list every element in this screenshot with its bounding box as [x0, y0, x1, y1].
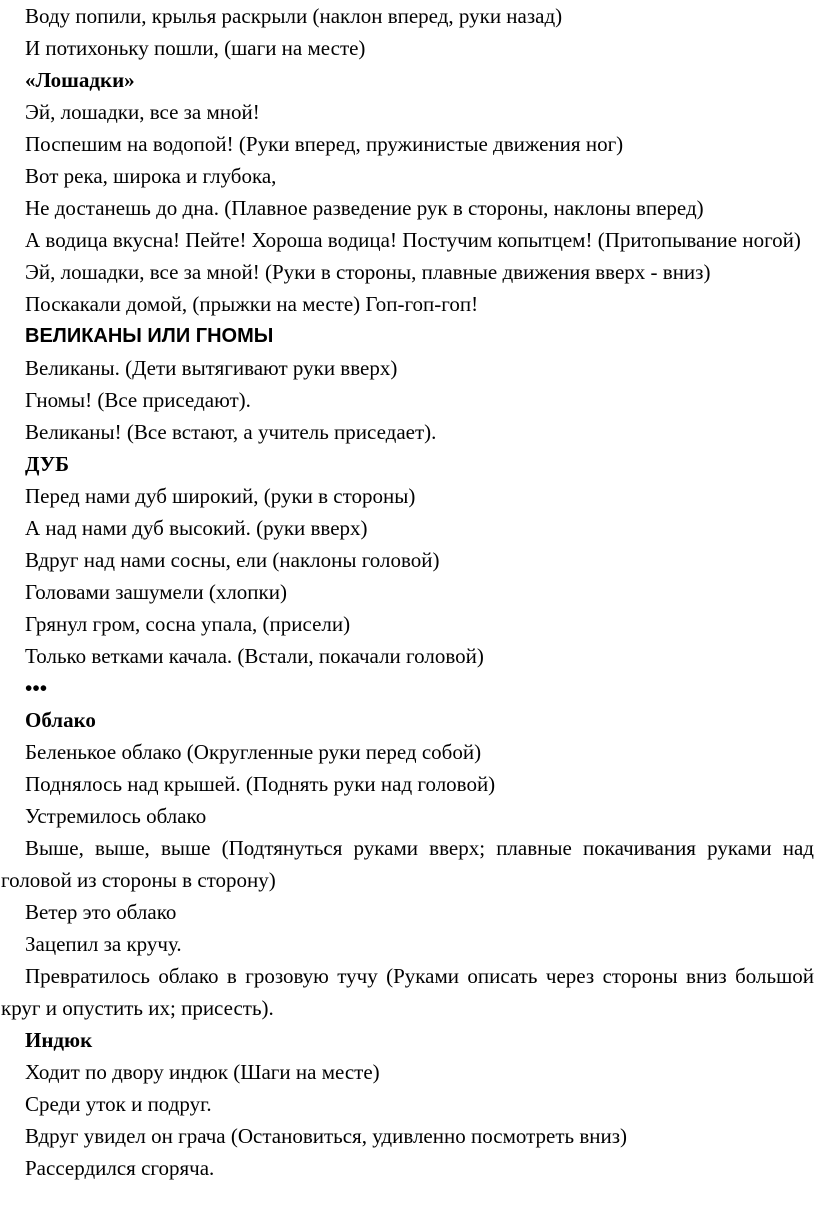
- section-heading-dub: ДУБ: [25, 452, 69, 476]
- text-line: Эй, лошадки, все за мной! (Руки в стороны, плавные движения вверх - вниз): [25, 260, 711, 284]
- text-line: А над нами дуб высокий. (руки вверх): [25, 516, 368, 540]
- text-line: Эй, лошадки, все за мной!: [25, 100, 260, 124]
- text-line: Поднялось над крышей. (Поднять руки над головой): [25, 772, 496, 796]
- text-line: Вот река, широка и глубока,: [25, 164, 277, 188]
- text-line: Беленькое облако (Округленные руки перед собой): [25, 740, 482, 764]
- text-line: Рассердился сгоряча.: [25, 1156, 215, 1180]
- text-line: Великаны. (Дети вытягивают руки вверх): [25, 356, 398, 380]
- section-heading-oblako: Облако: [25, 708, 96, 732]
- text-line: Вдруг над нами сосны, ели (наклоны головой): [25, 548, 440, 572]
- text-line: Не достанешь до дна. (Плавное разведение рук в стороны, наклоны вперед): [25, 196, 704, 220]
- section-separator: •••: [25, 676, 48, 700]
- text-line: Вдруг увидел он грача (Остановиться, удивленно посмотреть вниз): [25, 1124, 628, 1148]
- text-line: Среди уток и подруг.: [25, 1092, 212, 1116]
- text-paragraph: А водица вкусна! Пейте! Хороша водица! Постучим копытцем! (Притопывание ногой): [25, 228, 801, 252]
- text-line: Перед нами дуб широкий, (руки в стороны): [25, 484, 416, 508]
- text-paragraph: Выше, выше, выше (Подтянуться руками вверх; плавные покачивания руками над головой из стороны в сторону): [1, 836, 814, 892]
- text-line: Зацепил за кручу.: [25, 932, 182, 956]
- text-line: Ходит по двору индюк (Шаги на месте): [25, 1060, 380, 1084]
- text-line: Только ветками качала. (Встали, покачали головой): [25, 644, 484, 668]
- text-line: Поскакали домой, (прыжки на месте) Гоп-гоп-гоп!: [25, 292, 479, 316]
- text-line: И потихоньку пошли, (шаги на месте): [25, 36, 366, 60]
- text-line: Головами зашумели (хлопки): [25, 580, 287, 604]
- text-line: Поспешим на водопой! (Руки вперед, пружинистые движения ног): [25, 132, 624, 156]
- text-paragraph: Превратилось облако в грозовую тучу (Руками описать через стороны вниз большой круг и опустить их; присесть).: [1, 964, 814, 1020]
- section-heading-velikany: ВЕЛИКАНЫ ИЛИ ГНОМЫ: [25, 325, 274, 347]
- text-line: Великаны! (Все встают, а учитель приседает).: [25, 420, 437, 444]
- section-heading-indyuk: Индюк: [25, 1028, 93, 1052]
- text-line: Грянул гром, сосна упала, (присели): [25, 612, 351, 636]
- section-heading-loshadki: «Лошадки»: [25, 68, 135, 92]
- text-line: Ветер это облако: [25, 900, 177, 924]
- text-line: Воду попили, крылья раскрыли (наклон вперед, руки назад): [25, 4, 563, 28]
- text-line: Устремилось облако: [25, 804, 207, 828]
- text-line: Гномы! (Все приседают).: [25, 388, 251, 412]
